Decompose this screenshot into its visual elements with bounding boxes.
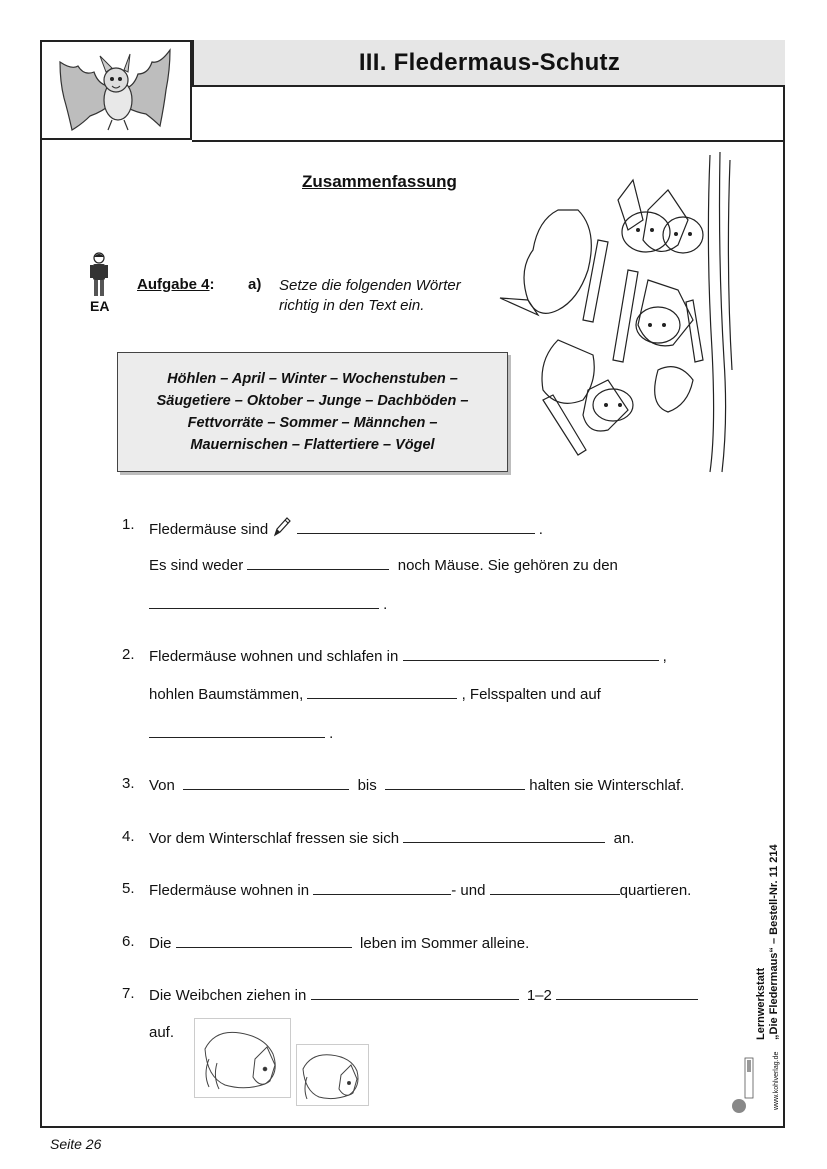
header-divider (192, 140, 785, 142)
publisher-side-text (755, 800, 795, 1040)
item-4-line (149, 828, 634, 847)
header-bar (192, 40, 785, 87)
word-bank-line: Fettvorräte – Sommer – Männchen – (187, 415, 438, 431)
item-number: 4. (122, 828, 135, 845)
answer-blank[interactable] (403, 646, 659, 661)
item-5-line (149, 880, 691, 899)
task-instruction: Setze die folgenden Wörter richtig in den Text ein. (279, 277, 461, 314)
item-text: auf. (149, 1024, 175, 1041)
item-number: 3. (122, 775, 135, 792)
side-text-line: „Die Fledermaus“ – Bestell-Nr. 11 214 (768, 844, 780, 1040)
item-7-line-2 (149, 1024, 174, 1041)
answer-blank[interactable] (176, 933, 352, 948)
item-text: Vor dem Winterschlaf fressen sie sich (149, 830, 400, 847)
word-bank-line: Mauernischen – Flattertiere – Vögel (190, 437, 435, 453)
hanging-bat-image (194, 1018, 291, 1098)
item-2-line-3 (149, 723, 333, 742)
item-text: . (383, 596, 388, 613)
word-bank-line: Säugetiere – Oktober – Junge – Dachböden – (156, 393, 469, 409)
section-title: Zusammenfassung (302, 172, 457, 191)
item-2-line-2 (149, 684, 601, 703)
page-title: III. Fledermaus-Schutz (358, 48, 621, 76)
item-number: 1. (122, 516, 135, 533)
item-2-line-1 (149, 646, 667, 665)
item-7-line-1 (149, 985, 698, 1004)
answer-blank[interactable] (490, 880, 620, 895)
answer-blank[interactable] (183, 775, 349, 790)
task-label (137, 276, 215, 293)
item-text: halten sie Winterschlaf. (529, 777, 685, 794)
item-text: , Felsspalten und auf (461, 686, 601, 703)
word-bank-box (117, 352, 508, 472)
item-text: . (329, 725, 334, 742)
answer-blank[interactable] (313, 880, 451, 895)
answer-blank[interactable] (556, 985, 698, 1000)
item-text: an. (613, 830, 635, 847)
item-1-line-3 (149, 594, 387, 613)
item-text: leben im Sommer alleine. (360, 935, 530, 952)
person-icon (88, 252, 110, 298)
page-number: Seite 26 (50, 1136, 102, 1152)
item-text: quartieren. (619, 882, 692, 899)
answer-blank[interactable] (307, 684, 457, 699)
item-text: Die Weibchen ziehen in (149, 987, 307, 1004)
item-text: noch Mäuse. Sie gehören zu den (397, 557, 618, 574)
answer-blank[interactable] (297, 519, 535, 534)
item-6-line (149, 933, 529, 952)
task-label-text: Aufgabe 4 (137, 276, 210, 293)
pencil-icon (272, 516, 292, 538)
bat-logo-box (40, 40, 192, 140)
item-text: Die (149, 935, 172, 952)
item-text: 1–2 (526, 987, 552, 1004)
item-text: Es sind weder (149, 557, 244, 574)
bats-on-tree-illustration (498, 150, 738, 475)
cartoon-bat-icon (42, 42, 190, 138)
item-1-line-2 (149, 555, 618, 574)
item-text: Fledermäuse wohnen und schlafen in (149, 648, 399, 665)
ea-label: EA (90, 298, 110, 314)
answer-blank[interactable] (149, 723, 325, 738)
word-bank-line: Höhlen – April – Winter – Wochenstuben – (167, 371, 458, 387)
answer-blank[interactable] (247, 555, 389, 570)
item-number: 6. (122, 933, 135, 950)
task-label-colon: : (209, 276, 215, 293)
item-3-line (149, 775, 684, 794)
item-number: 5. (122, 880, 135, 897)
task-part: a) (248, 276, 262, 293)
item-text: hohlen Baumstämmen, (149, 686, 304, 703)
publisher-url: www.kohlverlag.de (773, 1051, 780, 1110)
item-text: - und (451, 882, 486, 899)
item-number: 2. (122, 646, 135, 663)
item-text: . (538, 521, 543, 538)
item-text: Fledermäuse wohnen in (149, 882, 310, 899)
hanging-bat-image (296, 1044, 369, 1106)
answer-blank[interactable] (403, 828, 605, 843)
answer-blank[interactable] (385, 775, 525, 790)
item-text: , (662, 648, 667, 665)
publisher-logo-icon (729, 1050, 759, 1116)
item-text: bis (357, 777, 377, 794)
item-text: Fledermäuse sind (149, 521, 269, 538)
item-1-line-1 (149, 516, 543, 538)
answer-blank[interactable] (149, 594, 379, 609)
answer-blank[interactable] (311, 985, 519, 1000)
item-text: Von (149, 777, 175, 794)
side-text-line: Lernwerkstatt (755, 967, 767, 1040)
item-number: 7. (122, 985, 135, 1002)
